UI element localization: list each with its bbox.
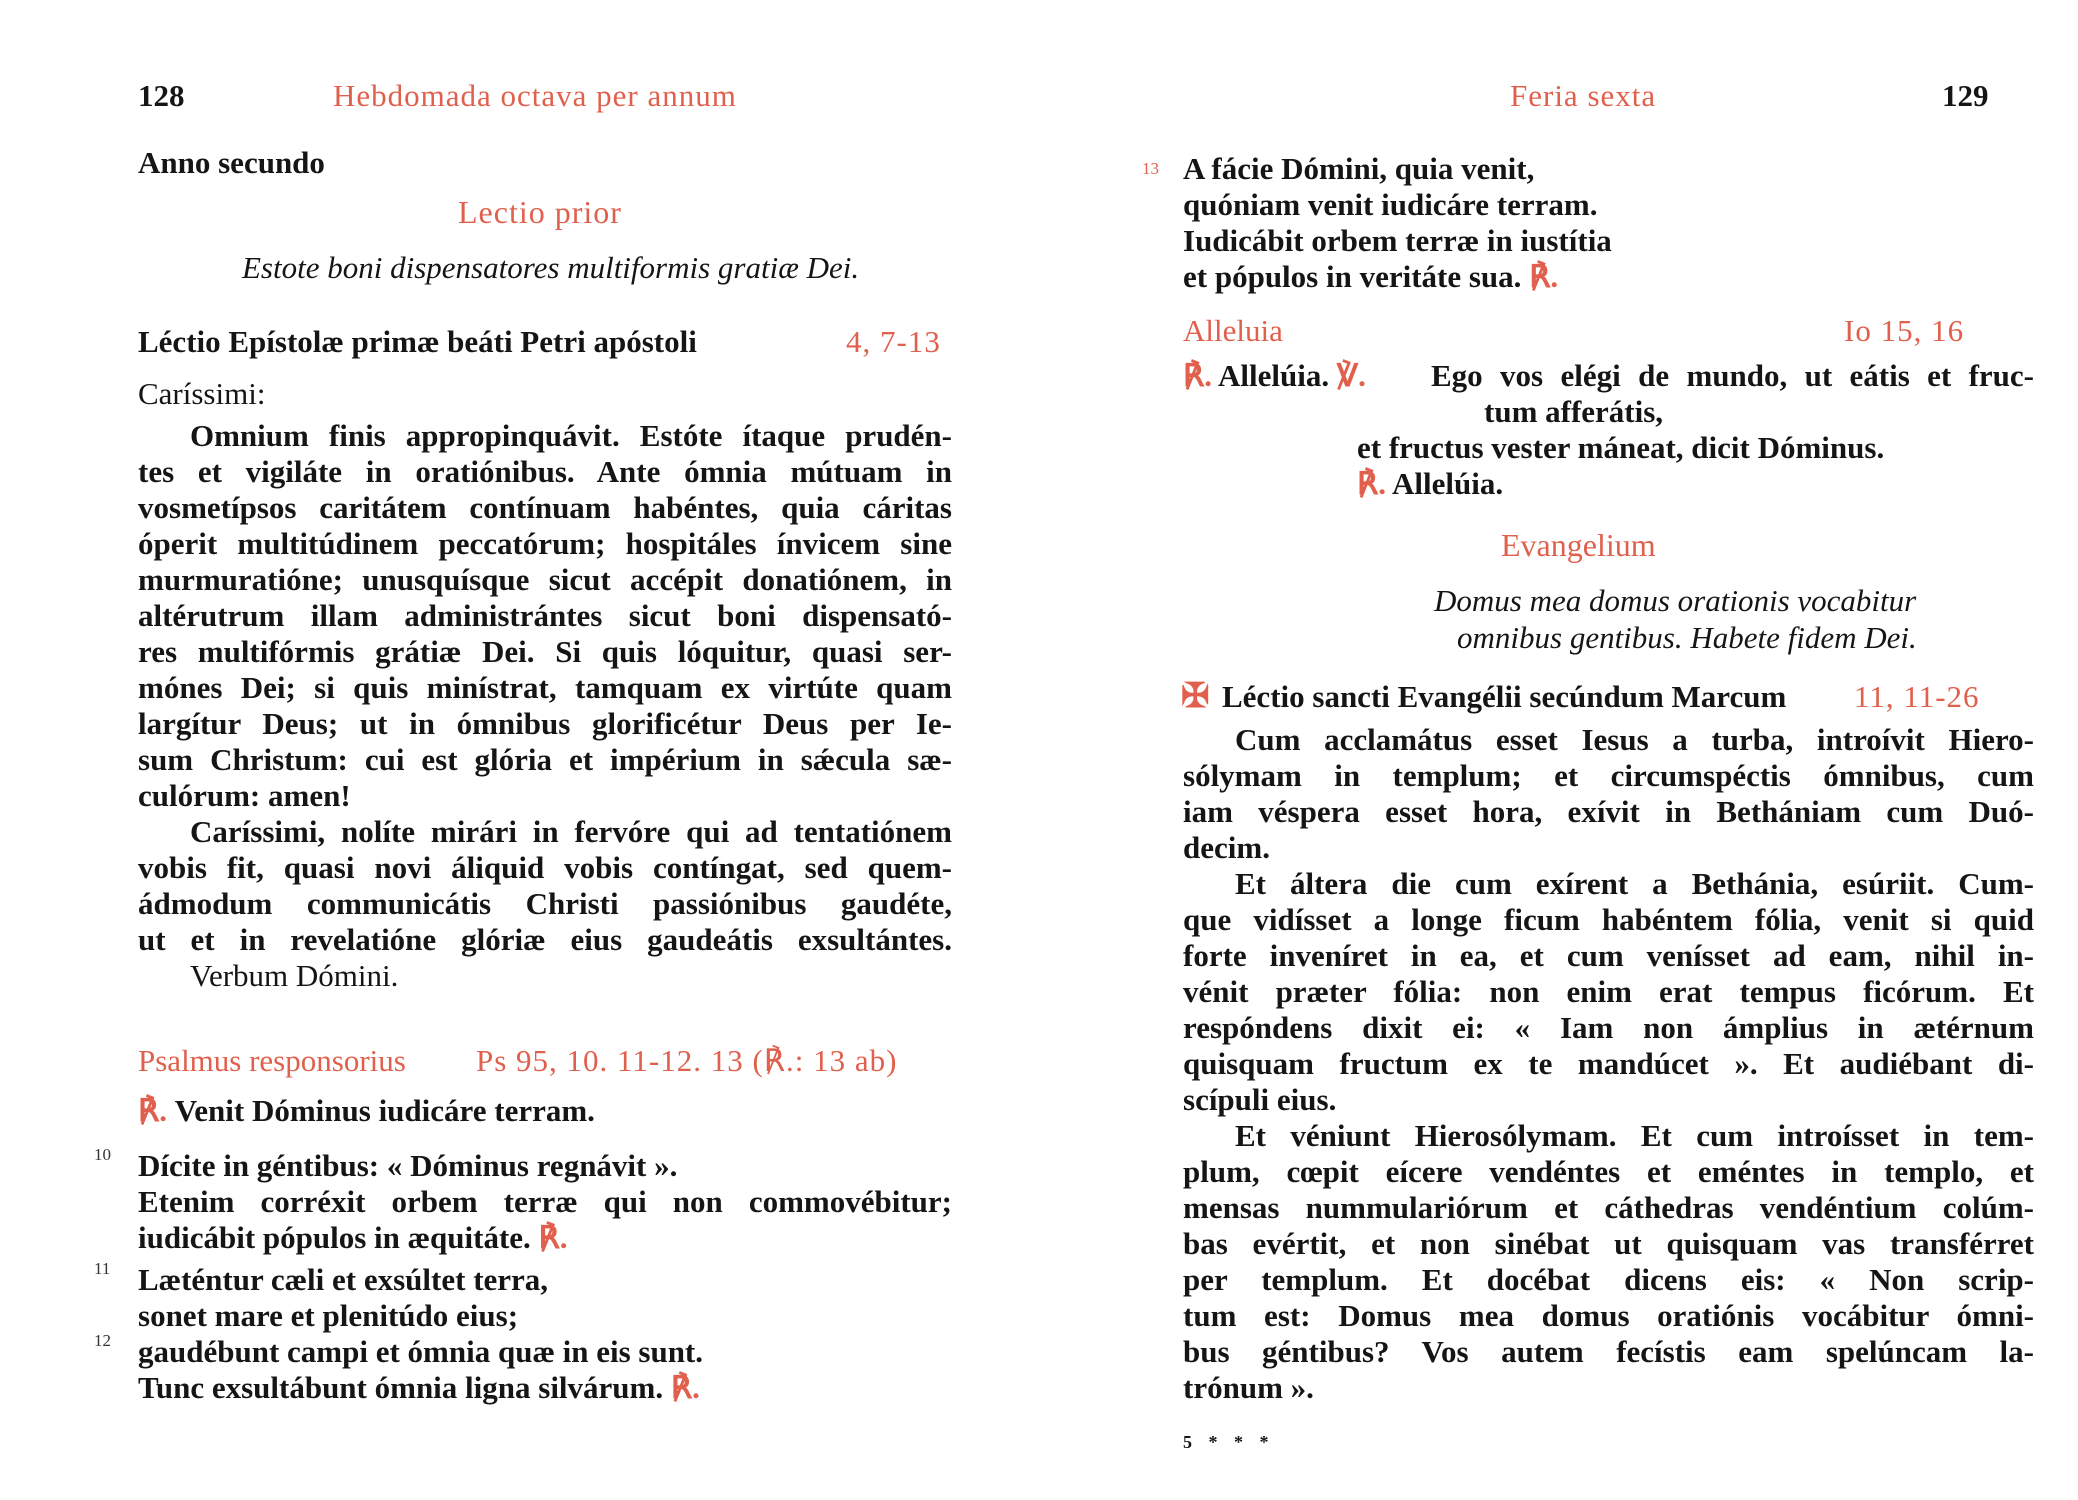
gospel-line: quisquam fructum ex te mandúcet ». Et audiébant di- [1183,1046,2034,1081]
psalm-line-text: iudicábit pópulos in æquitáte. [138,1220,531,1255]
gospel-line: bus géntibus? Vos autem fecístis eam spelúncam la- [1183,1334,2034,1369]
alleluia-response: Allelúia. [1218,358,1330,393]
gospel-line: plum, cœpit eícere vendéntes et eméntes in templo, et [1183,1154,2034,1189]
reading-line: Omnium finis appropinquávit. Estóte ítaque prudén- [190,418,952,453]
versicle-line: Ego vos elégi de mundo, ut eátis et fruc- [1431,358,2034,393]
gospel-line: iam véspera esset hora, exívit in Bethániam cum Duó- [1183,794,2034,829]
right-page [1039,0,2078,1500]
lectio-title: Lectio prior [458,194,622,230]
psalm-line-with-response [1183,259,1558,295]
versicle-line: tum afferátis, [1484,394,1664,429]
gospel-line: scípuli eius. [1183,1082,1337,1117]
verse-number: 10 [94,1145,111,1164]
psalm-line-with-response [138,1370,700,1406]
response-symbol: ℟. [670,1370,700,1405]
psalm-line: quóniam venit iudicáre terram. [1183,187,1598,222]
versicle-symbol: ℣. [1336,358,1366,393]
gospel-line: que vidísset a longe ficum habéntem fólia, venit si quid [1183,902,2034,937]
gospel-line: trónum ». [1183,1370,1314,1405]
reading-line: vosmetípsos caritátem contínuam habéntes, quia cáritas [138,490,952,525]
reading-title: Léctio Epístolæ primæ beáti Petri apóstoli [138,324,697,359]
psalm-line: gaudébunt campi et ómnia quæ in eis sunt. [138,1334,704,1369]
gospel-line: respóndens dixit ei: « Iam non ámplius in ætérnum [1183,1010,2034,1045]
gospel-line: mensas nummulariórum et cáthedras vendéntium colúm- [1183,1190,2034,1225]
gospel-line: forte inveníret in ea, et cum venísset ad eam, nihil in- [1183,938,2034,973]
psalm-line: sonet mare et plenitúdo eius; [138,1298,519,1333]
reading-line: Verbum Dómini. [190,958,399,993]
reading-line: largítur Deus; ut in ómnibus glorificétur Deus per Ie- [138,706,952,741]
gospel-ref: 11, 11-26 [1854,679,1980,714]
alleluia-response-line [1357,466,1503,502]
psalm-line-text: et pópulos in veritáte sua. [1183,259,1522,294]
reading-line: sum Christum: cui est glória et impérium in sǽcula sæ- [138,742,952,777]
gospel-line: decim. [1183,830,1270,865]
reading-line: Caríssimi, nolíte mirári in fervóre qui ad tentatiónem [190,814,952,849]
verse-number: 11 [94,1259,111,1278]
psalm-line: Dícite in géntibus: « Dóminus regnávit ». [138,1148,678,1183]
response-symbol: ℟. [1357,466,1386,501]
verse-number: 12 [94,1331,111,1350]
reading-line: res multifórmis grátiæ Dei. Si quis lóquitur, quasi ser- [138,634,952,669]
reading-line: tes et vigiláte in oratiónibus. Ante ómnia mútuam in [138,454,952,489]
psalm-line-with-response [138,1220,568,1256]
reading-line: ut et in revelatióne glóriæ eius gaudeátis exsultántes. [138,922,952,957]
gospel-line: vénit præter fólia: non enim erat tempus ficórum. Et [1183,974,2034,1009]
psalm-line: Etenim corréxit orbem terræ qui non commovébitur; [138,1184,952,1219]
gospel-line: bas evértit, et non sinébat ut quisquam vas transférret [1183,1226,2034,1261]
reading-line: culórum: amen! [138,778,351,813]
reading-ref: 4, 7-13 [846,324,941,359]
gospel-motto: Domus mea domus orationis vocabitur [1434,583,1917,618]
response-symbol: ℟. [1183,358,1212,393]
psalm-line: Iudicábit orbem terræ in iustítia [1183,223,1612,258]
reading-line: óperit multitúdinem peccatórum; hospitáles ínvicem sine [138,526,952,561]
psalm-title: Psalmus responsorius [138,1043,406,1078]
gospel-title: Evangelium [1501,527,1656,563]
gospel-line: sólymam in templum; et circumspéctis ómnibus, cum [1183,758,2034,793]
reading-line: vobis fit, quasi novi áliquid vobis contíngat, sed quem- [138,850,952,885]
response-symbol: ℟. [538,1220,568,1255]
year-heading: Anno secundo [138,145,325,180]
psalm-line: Læténtur cæli et exsúltet terra, [138,1262,549,1297]
gospel-motto: omnibus gentibus. Habete fidem Dei. [1457,620,1917,655]
alleluia-response: Allelúia. [1392,466,1504,501]
psalm-line-text: Tunc exsultábunt ómnia ligna silvárum. [138,1370,664,1405]
alleluia-response-line [1183,358,1366,394]
reading-line: murmuratióne; unusquísque sicut accépit donatiónem, in [138,562,952,597]
cross-icon: ✠ [1181,678,1210,715]
psalm-line: A fácie Dómini, quia venit, [1183,151,1535,186]
response-line [138,1093,595,1129]
gospel-line: tum est: Domus mea domus oratiónis vocábitur ómni- [1183,1298,2034,1333]
gospel-line: Et véniunt Hierosólymam. Et cum introísset in tem- [1235,1118,2034,1153]
response-symbol: ℟. [1529,259,1559,294]
gospel-heading: Léctio sancti Evangélii secúndum Marcum [1222,679,1787,714]
lectio-motto: Estote boni dispensatores multiformis gratiæ Dei. [242,250,860,285]
page-number: 128 [138,78,185,113]
alleluia-title: Alleluia [1183,313,1283,348]
verse-number: 13 [1142,159,1159,178]
response-text: Venit Dóminus iudicáre terram. [174,1093,595,1128]
reading-line: ádmodum communicátis Christi passiónibus gaudéte, [138,886,952,921]
gospel-line: Et áltera die cum exírent a Bethánia, esúriit. Cum- [1235,866,2034,901]
salutation: Caríssimi: [138,376,266,411]
response-symbol: ℟. [138,1093,167,1128]
reading-line: altérutrum illam administrántes sicut boni dispensató- [138,598,952,633]
reading-line: mónes Dei; si quis minístrat, tamquam ex virtúte quam [138,670,952,705]
alleluia-ref: Io 15, 16 [1844,313,1965,348]
psalm-ref: Ps 95, 10. 11-12. 13 (℟.: 13 ab) [476,1043,898,1078]
running-head: Feria sexta [1510,78,1657,113]
signature-mark: 5 * * * [1183,1432,1275,1452]
page-number: 129 [1942,78,1989,113]
gospel-line: Cum acclamátus esset Iesus a turba, introívit Hiero- [1235,722,2034,757]
gospel-line: per templum. Et docébat dicens eis: « Non scrip- [1183,1262,2034,1297]
versicle-line: et fructus vester máneat, dicit Dóminus. [1357,430,1885,465]
running-head: Hebdomada octava per annum [333,78,737,113]
